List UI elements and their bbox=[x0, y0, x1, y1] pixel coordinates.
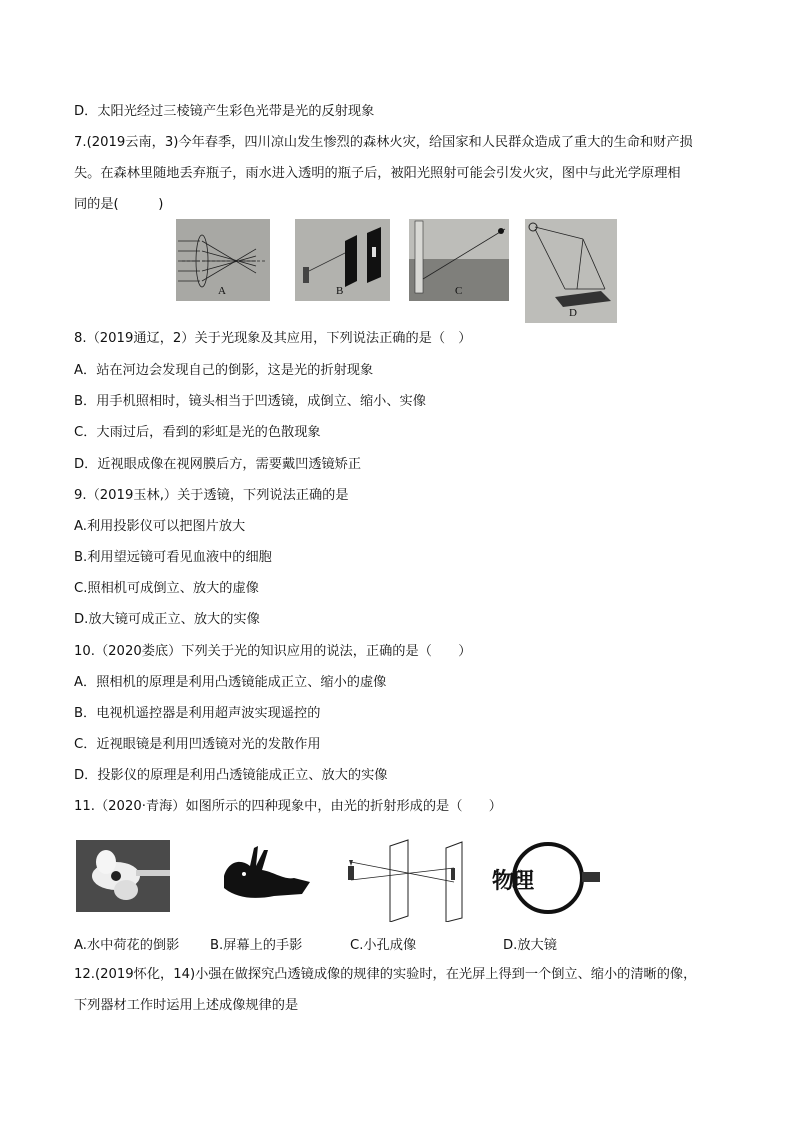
q11-caption-b: B.屏幕上的手影 bbox=[210, 938, 303, 953]
q12-stem-line-1: 12.(2019怀化，14)小强在做探究凸透镜成像的规律的实验时，在光屏上得到一个倒立、缩小的清晰的像， bbox=[74, 967, 697, 982]
q11-stem: 11.（2020·青海）如图所示的四种现象中，由光的折射形成的是（ ） bbox=[74, 799, 502, 814]
q8-option-d: D．近视眼成像在视网膜后方，需要戴凹透镜矫正 bbox=[74, 457, 362, 472]
q7-stem-line-2: 失。在森林里随地丢弃瓶子，雨水进入透明的瓶子后，被阳光照射可能会引发火灾，图中与此光学原理相 bbox=[74, 166, 681, 181]
q11-figure-a bbox=[76, 840, 170, 912]
q7-label-d: D bbox=[569, 307, 577, 319]
q6-option-d: D．太阳光经过三棱镜产生彩色光带是光的反射现象 bbox=[74, 104, 375, 119]
q9-option-c: C.照相机可成倒立、放大的虚像 bbox=[74, 581, 259, 596]
q12-stem-line-2: 下列器材工作时运用上述成像规律的是 bbox=[74, 998, 299, 1013]
q11-caption-c: C.小孔成像 bbox=[350, 938, 417, 953]
q11-figure bbox=[74, 836, 604, 926]
q10-option-c: C．近视眼镜是利用凹透镜对光的发散作用 bbox=[74, 737, 321, 752]
q9-stem: 9.（2019玉林,）关于透镜，下列说法正确的是 bbox=[74, 488, 349, 503]
q11-caption-d: D.放大镜 bbox=[503, 938, 557, 953]
q7-figure-c bbox=[409, 219, 509, 301]
q7-figure-b bbox=[295, 219, 390, 301]
q8-stem: 8.（2019通辽，2）关于光现象及其应用，下列说法正确的是（ ） bbox=[74, 331, 472, 346]
q11-figure-c bbox=[342, 836, 478, 922]
q7-figure-d bbox=[525, 219, 617, 323]
q7-label-a: A bbox=[218, 285, 226, 297]
q10-option-b: B．电视机遥控器是利用超声波实现遥控的 bbox=[74, 706, 321, 721]
q9-option-a: A.利用投影仪可以把图片放大 bbox=[74, 519, 246, 534]
q7-figure-a bbox=[176, 219, 270, 301]
q9-option-d: D.放大镜可成正立、放大的实像 bbox=[74, 612, 260, 627]
q7-label-b: B bbox=[336, 285, 344, 297]
q7-stem-line-3: 同的是( ) bbox=[74, 197, 164, 212]
q8-option-b: B．用手机照相时，镜头相当于凹透镜，成倒立、缩小、实像 bbox=[74, 394, 426, 409]
q9-option-b: B.利用望远镜可看见血液中的细胞 bbox=[74, 550, 272, 565]
q10-option-a: A．照相机的原理是利用凸透镜能成正立、缩小的虚像 bbox=[74, 675, 387, 690]
pinhole-imaging-icon bbox=[342, 836, 478, 922]
magnifier-text: 物理 bbox=[492, 868, 533, 894]
q10-option-d: D．投影仪的原理是利用凸透镜能成正立、放大的实像 bbox=[74, 768, 388, 783]
q11-figure-d bbox=[484, 836, 604, 924]
q10-stem: 10.（2020娄底）下列关于光的知识应用的说法，正确的是（ ） bbox=[74, 644, 472, 659]
q7-figure bbox=[176, 219, 617, 323]
q7-label-c: C bbox=[455, 285, 463, 297]
q11-caption-a: A.水中荷花的倒影 bbox=[74, 938, 180, 953]
q8-option-c: C．大雨过后，看到的彩虹是光的色散现象 bbox=[74, 425, 321, 440]
q7-stem-line-1: 7.(2019云南，3)今年春季，四川凉山发生惨烈的森林火灾，给国家和人民群众造成了重大的生命和财产损 bbox=[74, 135, 693, 150]
hand-shadow-rabbit-icon bbox=[214, 836, 318, 916]
lotus-reflection-icon bbox=[76, 840, 170, 912]
q8-option-a: A．站在河边会发现自己的倒影，这是光的折射现象 bbox=[74, 363, 374, 378]
q11-figure-b bbox=[214, 836, 318, 916]
